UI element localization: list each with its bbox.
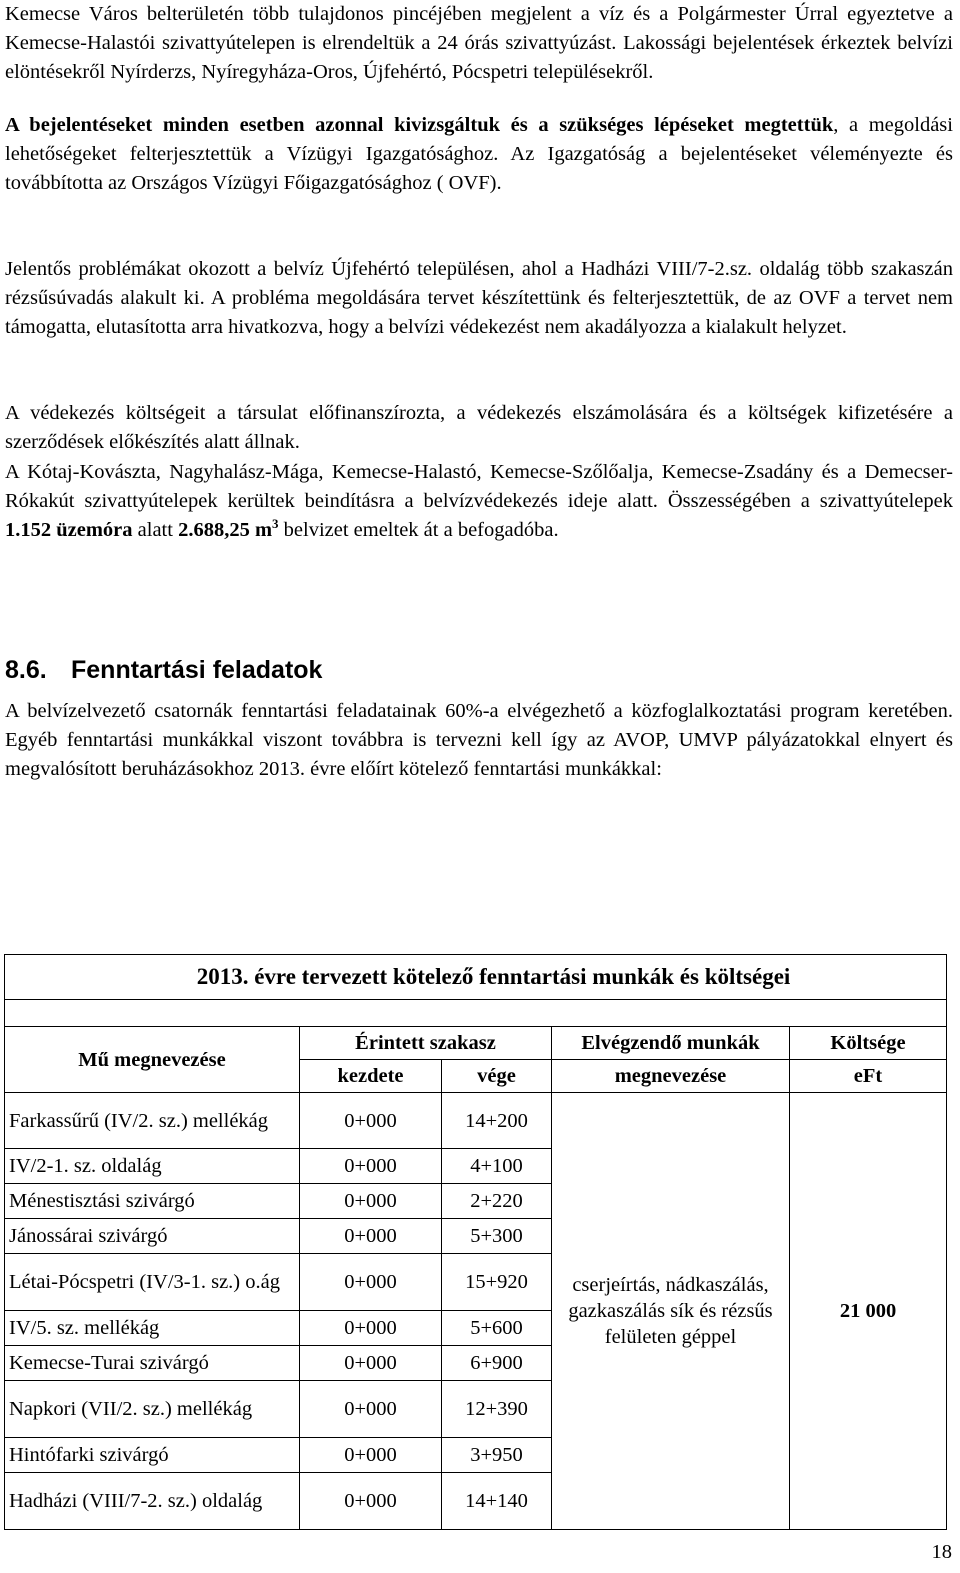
- row-name: Hadházi (VIII/7-2. sz.) oldalág: [5, 1473, 300, 1530]
- row-end: 3+950: [442, 1438, 552, 1473]
- pump-stations-paragraph: [5, 458, 953, 545]
- row-end: 2+220: [442, 1184, 552, 1219]
- row-name: Kemecse-Turai szivárgó: [5, 1346, 300, 1381]
- ujfeherto-text: Jelentős problémákat okozott a belvíz Újfehértó településen, ahol a Hadházi VIII/7-2.sz. oldalág több szakaszán rézsűsúvadás alakult ki. A probléma megoldására tervet készítettünk és felterjesztettük, de az OVF a tervet nem támogatta, elutasította arra hivatkozva, hogy a belvízi védekezést nem akadályozza a kialakult helyzet.: [5, 258, 953, 338]
- header-work: Elvégzendő munkák: [552, 1027, 790, 1060]
- water-volume-number: 2.688,25 m: [178, 519, 273, 541]
- section-title: Fenntartási feladatok: [71, 656, 323, 684]
- costs-text: A védekezés költségeit a társulat előfinanszírozta, a védekezés elszámolására és a költségek kifizetésére a szerződések előkészítés alatt állnak.: [5, 402, 953, 453]
- row-start: 0+000: [300, 1219, 442, 1254]
- pump-stations-text: A Kótaj-Kovászta, Nagyhalász-Mága, Kemecse-Halastó, Kemecse-Szőlőalja, Kemecse-Zsadány és a Demecser-Rókakút szivattyútelepek kerültek beindításra a belvízvédekezés ideje alatt. Összességében a szivattyútelepek: [5, 461, 953, 512]
- row-start: 0+000: [300, 1149, 442, 1184]
- row-start: 0+000: [300, 1346, 442, 1381]
- work-description: cserjeírtás, nádkaszálás, gazkaszálás sík és rézsűs felületen géppel: [552, 1093, 790, 1530]
- header-cost: Költsége: [790, 1027, 947, 1060]
- reports-paragraph: [5, 111, 953, 198]
- section-number: 8.6.: [5, 656, 47, 684]
- row-start: 0+000: [300, 1311, 442, 1346]
- row-end: 5+600: [442, 1311, 552, 1346]
- cubic-superscript: 3: [272, 516, 279, 532]
- page-number: 18: [931, 1541, 952, 1563]
- header-work-sub: megnevezése: [552, 1060, 790, 1093]
- table-caption-row: [5, 955, 947, 1000]
- row-end: 12+390: [442, 1381, 552, 1438]
- row-end: 15+920: [442, 1254, 552, 1311]
- costs-paragraph: [5, 399, 953, 457]
- maintenance-cost-table: [4, 954, 947, 1530]
- header-start: kezdete: [300, 1060, 442, 1093]
- row-name: Napkori (VII/2. sz.) mellékág: [5, 1381, 300, 1438]
- intro-paragraph: [5, 0, 953, 87]
- row-start: 0+000: [300, 1184, 442, 1219]
- pump-stations-text-mid: alatt: [132, 519, 179, 541]
- reports-text: , a megoldási lehetőségeket felterjesztettük a Vízügyi Igazgatósághoz. Az Igazgatóság a bejelentéseket véleményezte és továbbította az Országos Vízügyi Főigazgatósághoz ( OVF).: [5, 114, 953, 194]
- row-start: 0+000: [300, 1438, 442, 1473]
- intro-text: Kemecse Város belterületén több tulajdonos pincéjében megjelent a víz és a Polgármester Úrral egyeztetve a Kemecse-Halastói szivattyútelepen is elrendeltük a 24 órás szivattyúzást. Lakossági bejelentések érkeztek belvízi elöntésekről Nyírderzs, Nyíregyháza-Oros, Újfehértó, Pócspetri településekről.: [5, 3, 953, 83]
- row-name: Ménestisztási szivárgó: [5, 1184, 300, 1219]
- row-name: Jánossárai szivárgó: [5, 1219, 300, 1254]
- row-end: 14+200: [442, 1093, 552, 1149]
- table-row: [5, 1093, 947, 1149]
- pump-stations-text-end: belvizet emeltek át a befogadóba.: [278, 519, 559, 541]
- header-name: Mű megnevezése: [5, 1027, 300, 1093]
- table-spacer-row: [5, 1000, 947, 1027]
- row-name: IV/2-1. sz. oldalág: [5, 1149, 300, 1184]
- header-section: Érintett szakasz: [300, 1027, 552, 1060]
- operating-hours-value: 1.152 üzemóra: [5, 519, 133, 541]
- row-end: 4+100: [442, 1149, 552, 1184]
- row-name: Létai-Pócspetri (IV/3-1. sz.) o.ág: [5, 1254, 300, 1311]
- row-end: 14+140: [442, 1473, 552, 1530]
- row-start: 0+000: [300, 1254, 442, 1311]
- ujfeherto-paragraph: [5, 255, 953, 342]
- row-end: 5+300: [442, 1219, 552, 1254]
- row-start: 0+000: [300, 1093, 442, 1149]
- reports-bold-text: A bejelentéseket minden esetben azonnal kivizsgáltuk és a szükséges lépéseket megtettük: [5, 114, 834, 136]
- water-volume-value: [178, 516, 279, 541]
- table-header-row-1: [5, 1027, 947, 1060]
- table-spacer: [5, 1000, 947, 1027]
- maintenance-text: A belvízelvezető csatornák fenntartási feladatainak 60%-a elvégezhető a közfoglalkoztatási program keretében. Egyéb fenntartási munkákkal viszont továbbra is tervezni kell így az AVOP, UMVP pályázatokkal elnyert és megvalósított beruházásokhoz 2013. évre előírt kötelező fenntartási munkákkal:: [5, 700, 953, 780]
- total-cost: 21 000: [790, 1093, 947, 1530]
- header-cost-unit: eFt: [790, 1060, 947, 1093]
- row-end: 6+900: [442, 1346, 552, 1381]
- table-caption: 2013. évre tervezett kötelező fenntartási munkák és költségei: [5, 955, 947, 1000]
- header-end: vége: [442, 1060, 552, 1093]
- row-name: Hintófarki szivárgó: [5, 1438, 300, 1473]
- maintenance-paragraph: [5, 697, 953, 784]
- row-start: 0+000: [300, 1473, 442, 1530]
- row-name: Farkassűrű (IV/2. sz.) mellékág: [5, 1093, 300, 1149]
- row-start: 0+000: [300, 1381, 442, 1438]
- row-name: IV/5. sz. mellékág: [5, 1311, 300, 1346]
- section-heading: [5, 656, 322, 685]
